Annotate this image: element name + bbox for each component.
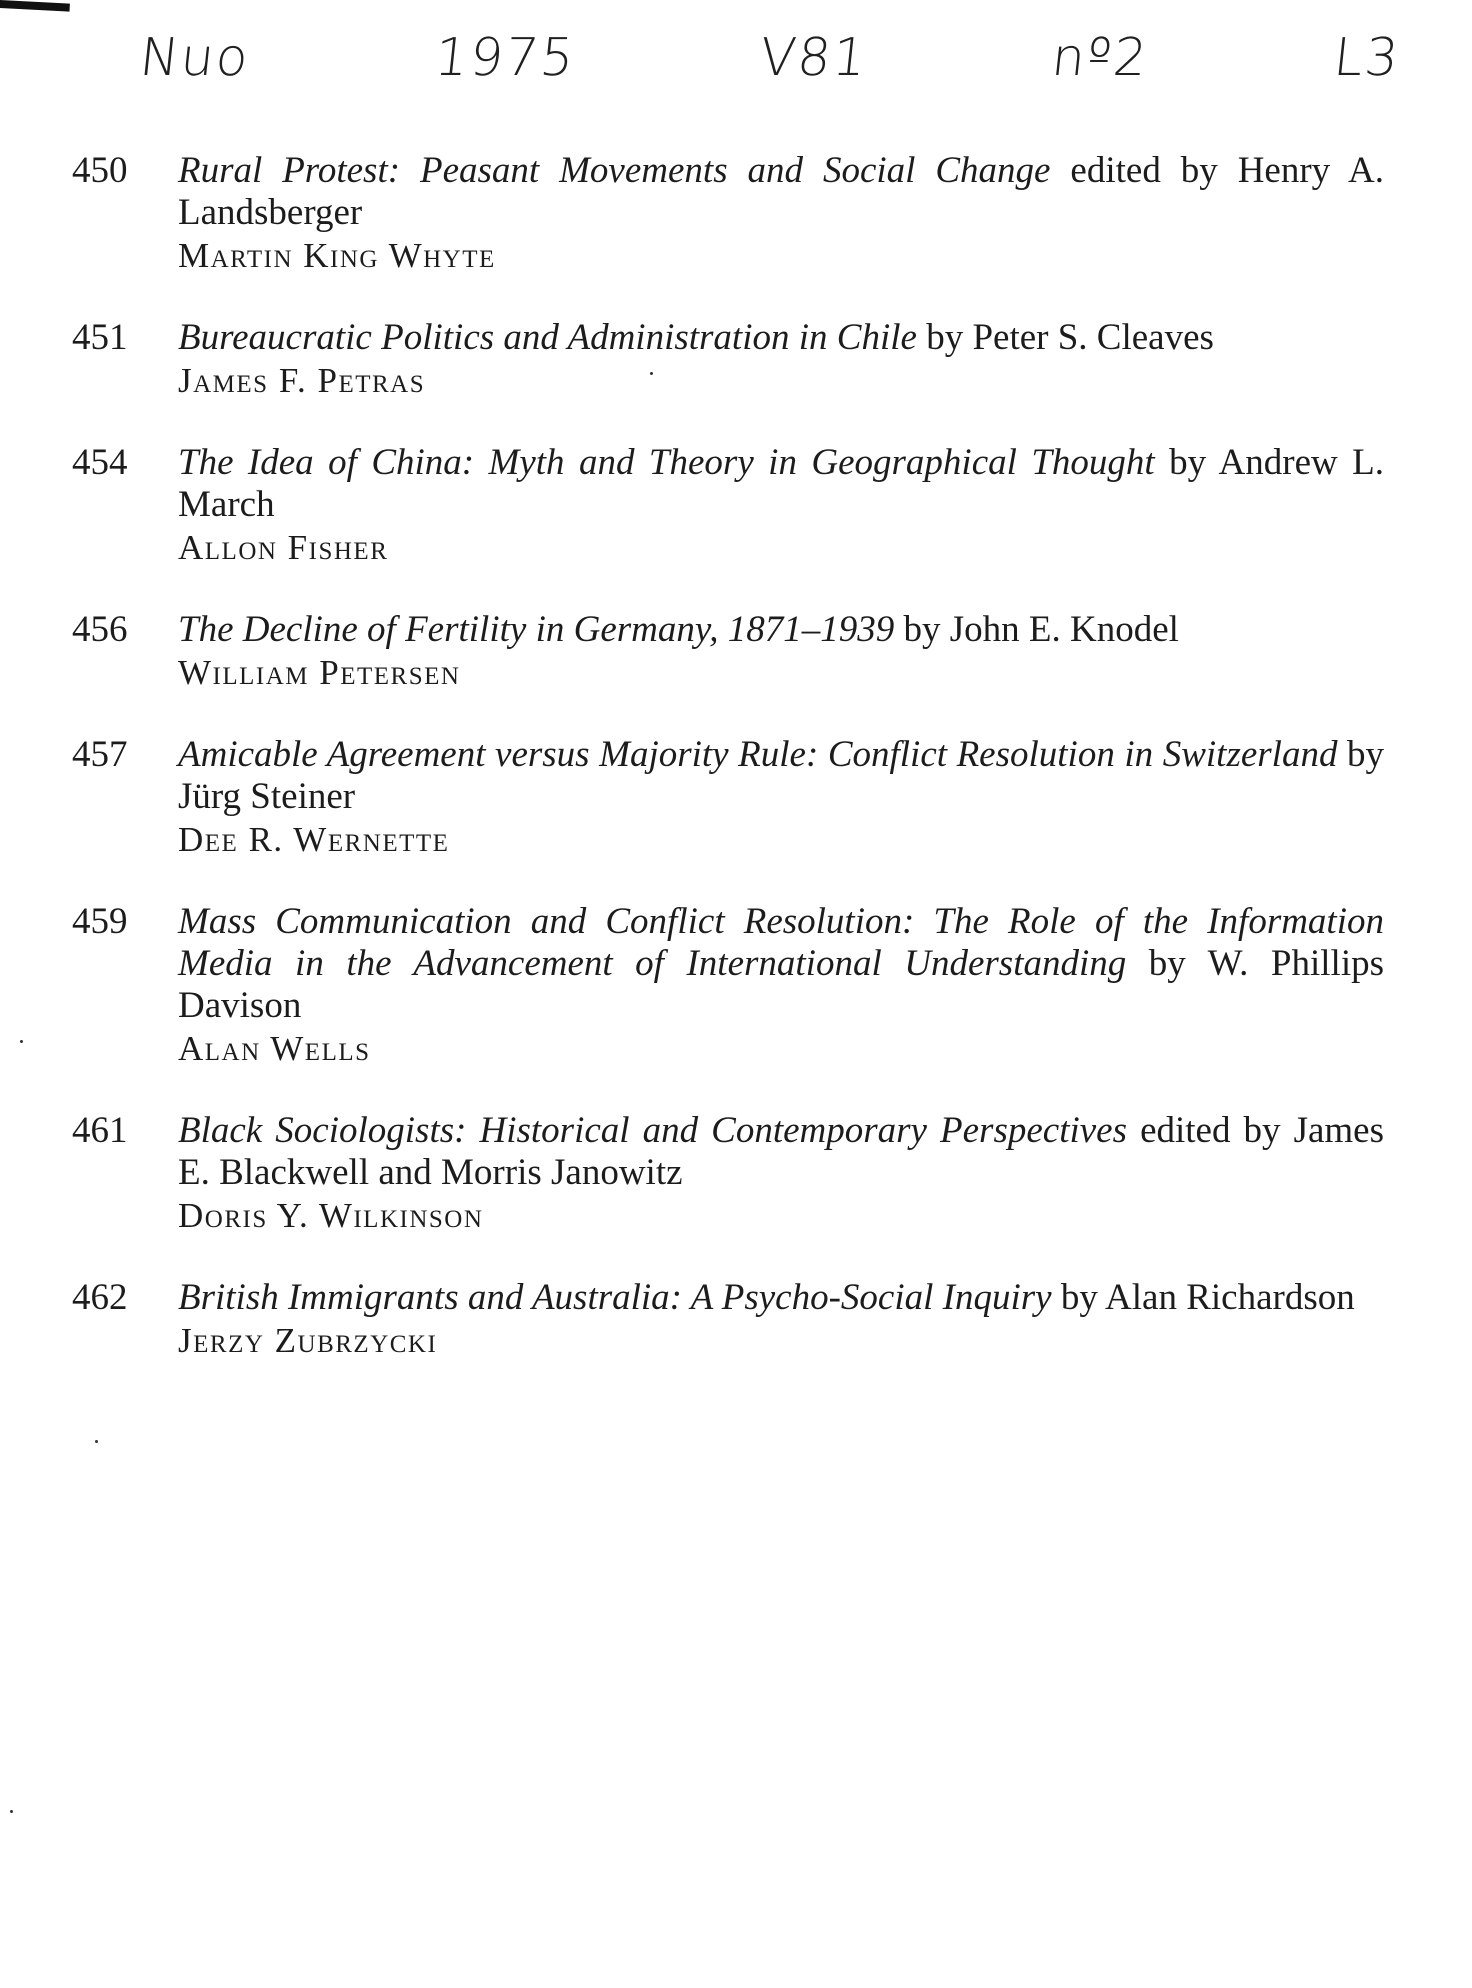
entry-citation xyxy=(178,609,1384,651)
review-entry xyxy=(72,609,1384,695)
entry-citation xyxy=(178,1277,1384,1319)
page-number: 461 xyxy=(72,1110,128,1151)
entry-citation xyxy=(178,734,1384,818)
reviewer-name: William Petersen xyxy=(178,653,461,692)
book-author: by Peter S. Cleaves xyxy=(926,317,1214,358)
scan-speck xyxy=(650,372,653,375)
handwritten-note: Nuo xyxy=(136,28,253,88)
handwritten-note: 1975 xyxy=(431,28,579,88)
scan-speck xyxy=(10,1810,13,1813)
handwritten-annotation xyxy=(136,18,1404,98)
review-entry xyxy=(72,734,1384,862)
book-author: edited by Henry A. Landsberger xyxy=(178,150,1385,233)
review-entry xyxy=(72,317,1384,403)
handwritten-note: V81 xyxy=(756,28,871,88)
book-author: by John E. Knodel xyxy=(903,609,1179,650)
book-author: by W. Phillips Davison xyxy=(178,943,1385,1026)
book-author: edited by James E. Blackwell and Morris Janowitz xyxy=(178,1110,1384,1193)
entry-citation xyxy=(178,442,1384,526)
reviewer-name: Martin King Whyte xyxy=(178,236,496,275)
page-number: 454 xyxy=(72,442,128,483)
reviewer-name: Jerzy Zubrzycki xyxy=(178,1321,438,1360)
review-list xyxy=(72,150,1384,1402)
entry-citation xyxy=(178,1110,1384,1194)
page-number: 450 xyxy=(72,150,128,191)
entry-citation xyxy=(178,150,1384,234)
review-entry xyxy=(72,150,1384,278)
book-title: Rural Protest: Peasant Movements and Social Change xyxy=(178,150,1051,191)
entry-body xyxy=(178,1110,1384,1238)
review-entry xyxy=(72,442,1384,570)
entry-body xyxy=(178,317,1384,403)
handwritten-note: nº2 xyxy=(1049,28,1153,88)
entry-body xyxy=(178,609,1384,695)
reviewer-name: Allon Fisher xyxy=(178,528,389,567)
book-title: Mass Communication and Conflict Resolution: The Role of the Information Media in the Advancement of International Understanding xyxy=(178,901,1384,984)
review-entry xyxy=(72,1277,1384,1363)
reviewer-name: Alan Wells xyxy=(178,1029,371,1068)
book-title: The Idea of China: Myth and Theory in Geographical Thought xyxy=(178,442,1155,483)
page-number: 457 xyxy=(72,734,128,775)
page-number: 451 xyxy=(72,317,128,358)
reviewer-name: Dee R. Wernette xyxy=(178,820,450,859)
entry-body xyxy=(178,150,1384,278)
book-title: Black Sociologists: Historical and Contemporary Perspectives xyxy=(178,1110,1127,1151)
page-number: 462 xyxy=(72,1277,128,1318)
reviewer-name: James F. Petras xyxy=(178,361,426,400)
book-title: British Immigrants and Australia: A Psycho-Social Inquiry xyxy=(178,1277,1052,1318)
entry-body xyxy=(178,442,1384,570)
book-title: The Decline of Fertility in Germany, 1871–1939 xyxy=(178,609,895,650)
entry-citation xyxy=(178,317,1384,359)
reviewer-name: Doris Y. Wilkinson xyxy=(178,1196,484,1235)
review-entry xyxy=(72,1110,1384,1238)
review-entry xyxy=(72,901,1384,1071)
scan-speck xyxy=(20,1040,23,1043)
book-author: by Andrew L. March xyxy=(178,442,1384,525)
page-number: 459 xyxy=(72,901,128,942)
entry-body xyxy=(178,901,1384,1071)
book-author: by Alan Richardson xyxy=(1060,1277,1355,1318)
scan-speck xyxy=(95,1440,98,1443)
entry-body xyxy=(178,734,1384,862)
entry-body xyxy=(178,1277,1384,1363)
book-title: Bureaucratic Politics and Administration in Chile xyxy=(178,317,917,358)
book-author: by Jürg Steiner xyxy=(178,734,1384,817)
scan-corner-mark xyxy=(0,0,70,12)
entry-citation xyxy=(178,901,1384,1027)
handwritten-note: L3 xyxy=(1330,28,1404,88)
page-number: 456 xyxy=(72,609,128,650)
book-title: Amicable Agreement versus Majority Rule: Conflict Resolution in Switzerland xyxy=(178,734,1338,775)
